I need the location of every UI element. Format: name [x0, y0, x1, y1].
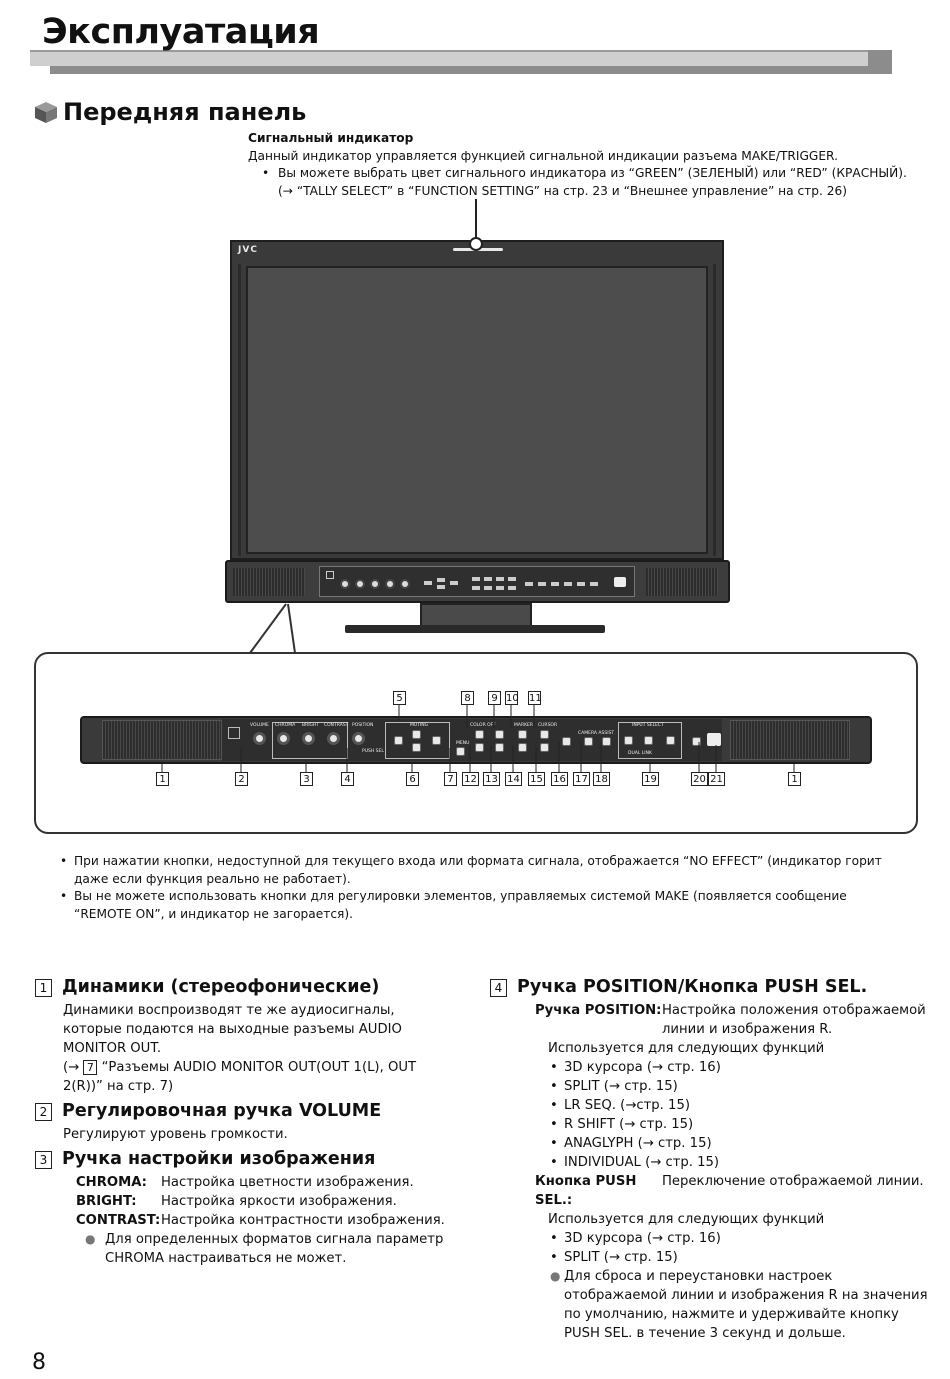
ref-suffix: “Разъемы AUDIO MONITOR OUT(OUT 1(L), OUT 2(R))” на стр. 7)	[63, 1060, 417, 1094]
tally-heading: Сигнальный индикатор	[248, 131, 414, 145]
callout-num-3: 3	[300, 772, 313, 786]
list-item: • 3D курсора (→ стр. 16)	[548, 1058, 930, 1077]
item-title: Ручка POSITION/Кнопка PUSH SEL.	[517, 977, 868, 997]
item-number: 4	[490, 979, 507, 997]
row-key: Кнопка PUSH SEL.:	[535, 1174, 637, 1208]
note-item: • Вы не можете использовать кнопки для регулировки элементов, управляемых системой MAKE (появляется сообщение “REMOTE ON”, и индикатор не загорается).	[58, 888, 908, 923]
ref-number: 7	[83, 1060, 97, 1075]
used-for-1: Используется для следующих функций	[548, 1041, 825, 1056]
item-number: 3	[35, 1151, 52, 1169]
list-item: • SPLIT (→ стр. 15)	[548, 1077, 930, 1096]
callout-num-5: 5	[393, 691, 406, 705]
used-for-2: Используется для следующих функций	[548, 1212, 825, 1227]
callout-num-20: 20	[691, 772, 708, 786]
ref-prefix: (→	[63, 1060, 84, 1075]
position-row	[490, 1001, 930, 1039]
row-value: Настройка яркости изображения.	[161, 1194, 397, 1209]
page-number: 8	[32, 1350, 46, 1375]
list-item: • ANAGLYPH (→ стр. 15)	[548, 1134, 930, 1153]
push-sel-row	[490, 1172, 930, 1210]
callout-num-7: 7	[444, 772, 457, 786]
callout-num-18: 18	[593, 772, 610, 786]
row-key: CHROMA:	[76, 1175, 147, 1190]
function-list-2	[490, 1229, 930, 1267]
function-list-1	[490, 1058, 930, 1172]
callout-num-4: 4	[341, 772, 354, 786]
callout-num-14: 14	[505, 772, 522, 786]
tally-ref: (→ “TALLY SELECT” в “FUNCTION SETTING” на стр. 23 и “Внешнее управление” на стр. 26)	[278, 183, 848, 198]
marker-label: MARKER	[514, 723, 534, 728]
row-value: Настройка цветности изображения.	[161, 1175, 414, 1190]
bright-row	[35, 1192, 455, 1211]
callout-num-16: 16	[551, 772, 568, 786]
callout-num-8: 8	[461, 691, 474, 705]
item-3-note: ● Для определенных форматов сигнала параметр CHROMA настраиваться не может.	[35, 1230, 455, 1268]
list-item: • SPLIT (→ стр. 15)	[548, 1248, 930, 1267]
item-4-heading	[490, 978, 930, 997]
item-2-heading	[35, 1102, 455, 1121]
item-2-text: Регулируют уровень громкости.	[63, 1127, 288, 1142]
callout-num-19: 19	[642, 772, 659, 786]
input-select-label: INPUT SELECT	[632, 723, 664, 728]
row-key: Ручка POSITION:	[535, 1003, 662, 1018]
contrast-label: CONTRAST	[324, 723, 349, 728]
item-1-heading	[35, 978, 455, 997]
row-key: BRIGHT:	[76, 1194, 137, 1209]
right-column	[490, 978, 930, 1343]
callout-num-10: 10	[506, 693, 519, 704]
chapter-title: Эксплуатация	[42, 12, 320, 52]
callout-num-13: 13	[483, 772, 500, 786]
color-off-label: COLOR OFF	[470, 723, 496, 728]
muting-label: MUTING	[410, 723, 429, 728]
note-item: • При нажатии кнопки, недоступной для текущего входа или формата сигнала, отображается “NO EFFECT” (индикатор горит даже если функция реально не работает).	[58, 853, 908, 888]
list-item: • INDIVIDUAL (→ стр. 15)	[548, 1153, 930, 1172]
item-1-text: Динамики воспроизводят те же аудиосигналы, которые подаются на выходные разъемы AUDIO MONITOR OUT.	[63, 1003, 402, 1056]
item-title: Регулировочная ручка VOLUME	[62, 1101, 382, 1121]
item-number: 1	[35, 979, 52, 997]
callout-num-2: 2	[235, 772, 248, 786]
row-value: Переключение отображаемой линии.	[662, 1174, 924, 1189]
item-number: 2	[35, 1103, 52, 1121]
left-column	[35, 978, 455, 1268]
bright-label: BRIGHT	[302, 723, 320, 728]
callout-num-21: 21	[708, 772, 725, 786]
notes-list	[58, 853, 908, 923]
callout-num-11: 11	[529, 693, 542, 704]
position-label: POSITION	[352, 723, 374, 728]
contrast-row	[35, 1211, 455, 1230]
list-item: • LR SEQ. (→стр. 15)	[548, 1096, 930, 1115]
row-key: CONTRAST:	[76, 1213, 161, 1228]
volume-label: VOLUME	[250, 723, 269, 728]
row-value: Настройка контрастности изображения.	[161, 1213, 445, 1228]
push-sel-label: PUSH SEL	[362, 749, 384, 754]
item-3-heading	[35, 1150, 455, 1169]
list-item: • R SHIFT (→ стр. 15)	[548, 1115, 930, 1134]
callout-num-6: 6	[406, 772, 419, 786]
callout-num-15: 15	[528, 772, 545, 786]
item-1-ref	[35, 1058, 455, 1096]
menu-label: MENU	[456, 741, 470, 746]
item-title: Ручка настройки изображения	[62, 1149, 376, 1169]
callout-num-9: 9	[488, 691, 501, 705]
tally-desc: Данный индикатор управляется функцией сигнальной индикации разъема MAKE/TRIGGER.	[248, 148, 838, 163]
chroma-row	[35, 1173, 455, 1192]
row-value: Настройка положения отображаемой линии и изображения R.	[662, 1003, 926, 1037]
item-4-note: ● Для сброса и переустановки настроек отображаемой линии и изображения R на значения по умолчанию, нажмите и удерживайте кнопку PUSH SEL. в течение 3 секунд и дольше.	[490, 1267, 930, 1343]
chroma-label: CHROMA	[275, 723, 296, 728]
brand-logo: JVC	[238, 245, 258, 255]
tally-bullet: • Вы можете выбрать цвет сигнального индикатора из “GREEN” (ЗЕЛЕНЫЙ) или “RED” (КРАСНЫЙ).	[248, 165, 908, 183]
section-title: Передняя панель	[63, 98, 307, 126]
callout-num-1: 1	[156, 772, 169, 786]
item-title: Динамики (стереофонические)	[62, 977, 380, 997]
callout-num-12: 12	[462, 772, 479, 786]
dual-link-label: DUAL LINK	[628, 751, 652, 756]
list-item: • 3D курсора (→ стр. 16)	[548, 1229, 930, 1248]
callout-num-17: 17	[573, 772, 590, 786]
camera-assist-label: CAMERA ASSIST	[578, 731, 615, 736]
callout-num-1b: 1	[788, 772, 801, 786]
cursor-label: CURSOR	[538, 723, 558, 728]
